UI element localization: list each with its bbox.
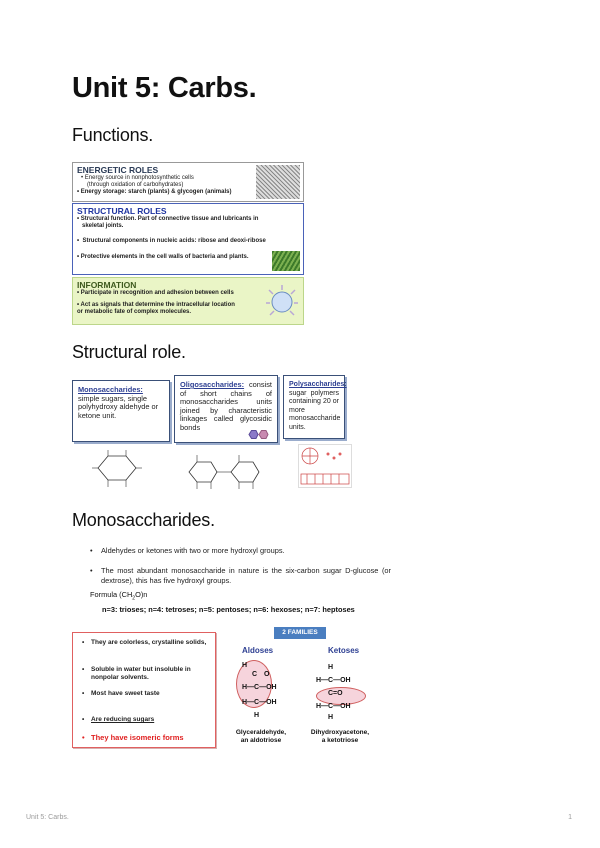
chc-oh: H—C—OH (242, 699, 277, 706)
monosaccharide-ring-structure (88, 448, 148, 490)
monosaccharides-definition-box (72, 380, 170, 442)
mono-bullet: • Aldehydes or ketones with two or more hydroxyl groups. (90, 546, 285, 555)
ketoses-label: Ketoses (328, 646, 360, 655)
structural-line: skeletal joints. (82, 223, 124, 230)
cell-receptor-icon (265, 282, 299, 320)
families-badge: 2 FAMILIES (274, 627, 326, 639)
energetic-heading: ENERGETIC ROLES (77, 165, 159, 175)
aldose-caption: Glyceraldehyde, an aldotriose (235, 729, 287, 744)
chc-oh: H—C—OH (316, 703, 351, 710)
oligosaccharide-ring-structure (185, 452, 265, 494)
property-item: • Are reducing sugars (82, 716, 155, 723)
properties-box (72, 632, 216, 748)
atom-h: H (254, 712, 260, 719)
definition-text: sugar polymers containing 20 or more monosaccharide units. (289, 389, 341, 431)
property-item: • They are colorless, crystalline solids, (82, 639, 207, 646)
information-line: or metabolic fate of complex molecules. (77, 309, 192, 316)
chc-oh: H—C—OH (242, 684, 277, 691)
footer-title: Unit 5: Carbs. (26, 814, 69, 821)
mono-bullet: • The most abundant monosaccharide in nature is the six-carbon sugar D-glucose (or dextrose), this has five hydroxyl groups. (90, 566, 391, 585)
definition-text: consist of short chains of monosaccharides units joined by characteristic linkages called glycosidic bonds (180, 380, 272, 432)
property-item: • Soluble in water but insoluble in nonpolar solvents. (82, 666, 191, 681)
dihydroxyacetone-structure (316, 663, 351, 722)
page-title: Unit 5: Carbs. (72, 72, 257, 104)
definition-term: Polysaccharides: (289, 381, 347, 388)
definition-text: simple sugars, single polyhydroxy aldehyde or ketone unit. (78, 393, 159, 420)
polysaccharides-definition-box (283, 375, 345, 439)
section-monosaccharides-heading: Monosaccharides. (72, 510, 215, 530)
general-formula: Formula $(CH_2O)n$ (90, 590, 148, 602)
carbon-count-classes: n=3: trioses; n=4: tetroses; n=5: pentoses; n=6: hexoses; n=7: heptoses (102, 605, 355, 614)
bullet-dot: • (90, 566, 93, 575)
property-item: • They have isomeric forms (82, 733, 184, 742)
oligosaccharides-definition-box (174, 375, 278, 443)
property-item: • Most have sweet taste (82, 690, 160, 697)
ketone-group: C=O (328, 690, 343, 697)
atom-o: O (264, 671, 270, 678)
information-line: • Act as signals that determine the intracellular location (77, 302, 235, 309)
energetic-roles-box (72, 162, 304, 202)
structural-roles-box (72, 203, 304, 275)
information-box (72, 277, 304, 325)
families-diagram (224, 627, 380, 747)
information-line: • Participate in recognition and adhesion between cells (77, 290, 234, 296)
atom-h: H (328, 664, 334, 671)
ketose-caption: Dihydroxyacetone, a ketotriose (310, 729, 370, 744)
chc-oh: H—C—OH (316, 677, 351, 684)
section-functions-heading: Functions. (72, 125, 154, 145)
definition-term: Oligosaccharides: (180, 380, 245, 389)
structural-line: • Structural function. Part of connective tissue and lubricants in (77, 216, 259, 222)
plant-cell-image (272, 251, 300, 271)
structural-line: • Structural components in nucleic acids: ribose and deoxi-ribose (77, 238, 266, 245)
noise-texture-image (256, 165, 300, 199)
energetic-line: • Energy source in nonphotosynthetic cells (81, 175, 194, 181)
hexagon-pair-icon (247, 430, 269, 439)
atom-h: H (242, 662, 248, 669)
structural-heading: STRUCTURAL ROLES (77, 206, 167, 216)
atom-h: H (328, 714, 334, 721)
page-number: 1 (568, 814, 572, 821)
energetic-line: (through oxidation of carbohydrates) (87, 182, 184, 189)
information-heading: INFORMATION (77, 280, 137, 290)
bullet-dot: • (90, 546, 93, 555)
section-structural-heading: Structural role. (72, 342, 186, 362)
glyceraldehyde-structure (242, 661, 277, 720)
structural-line: • Protective elements in the cell walls of bacteria and plants. (77, 253, 249, 260)
atom-c: C (252, 671, 258, 678)
aldoses-label: Aldoses (242, 646, 274, 655)
definition-term: Monosaccharides: (78, 385, 143, 394)
polysaccharide-branch-diagram (298, 444, 352, 488)
energetic-line: • Energy storage: starch (plants) & glycogen (animals) (77, 189, 232, 196)
